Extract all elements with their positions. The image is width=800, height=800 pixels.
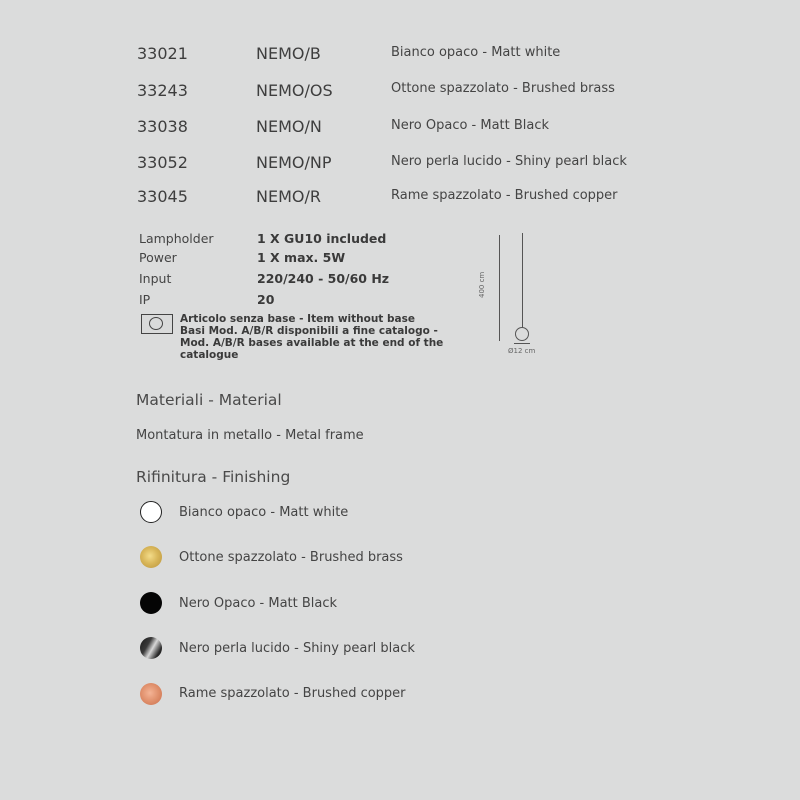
finish-swatch-copper xyxy=(140,683,162,705)
spec-label: Lampholder xyxy=(139,231,214,246)
product-model: NEMO/NP xyxy=(256,153,332,172)
spec-value: 20 xyxy=(257,292,275,307)
finishing-heading: Rifinitura - Finishing xyxy=(136,468,291,486)
diameter-label: Ø12 cm xyxy=(508,347,536,355)
product-model: NEMO/OS xyxy=(256,81,333,100)
product-code: 33038 xyxy=(137,117,188,136)
product-code: 33052 xyxy=(137,153,188,172)
suspension-cable xyxy=(522,233,523,328)
spec-label: Power xyxy=(139,250,177,265)
diameter-dimension-line xyxy=(514,343,530,344)
finish-swatch-black xyxy=(140,592,162,614)
finish-label: Nero perla lucido - Shiny pearl black xyxy=(179,641,415,656)
finish-swatch-brass xyxy=(140,546,162,568)
spec-label: Input xyxy=(139,271,172,286)
product-code: 33243 xyxy=(137,81,188,100)
finish-swatch-pearl-black xyxy=(140,637,162,659)
product-model: NEMO/N xyxy=(256,117,322,136)
product-description: Rame spazzolato - Brushed copper xyxy=(391,188,618,203)
base-note-line: Basi Mod. A/B/R disponibili a fine catalogo - xyxy=(180,325,438,337)
product-description: Bianco opaco - Matt white xyxy=(391,45,561,60)
product-description: Ottone spazzolato - Brushed brass xyxy=(391,81,615,96)
finish-label: Bianco opaco - Matt white xyxy=(179,505,349,520)
base-ring-icon xyxy=(141,314,173,334)
height-label: 400 cm xyxy=(478,271,486,298)
product-model: NEMO/R xyxy=(256,187,321,206)
spec-value: 220/240 - 50/60 Hz xyxy=(257,271,390,286)
materials-text: Montatura in metallo - Metal frame xyxy=(136,428,364,443)
base-note-line: Articolo senza base - Item without base xyxy=(180,313,415,325)
spec-value: 1 X max. 5W xyxy=(257,250,346,265)
product-code: 33021 xyxy=(137,44,188,63)
spec-value: 1 X GU10 included xyxy=(257,231,387,246)
height-dimension-line xyxy=(499,235,500,341)
finish-swatch-white xyxy=(140,501,162,523)
product-description: Nero Opaco - Matt Black xyxy=(391,118,550,133)
product-code: 33045 xyxy=(137,187,188,206)
product-model: NEMO/B xyxy=(256,44,321,63)
product-description: Nero perla lucido - Shiny pearl black xyxy=(391,154,627,169)
finish-label: Rame spazzolato - Brushed copper xyxy=(179,686,406,701)
lamp-globe-icon xyxy=(515,327,529,341)
base-note xyxy=(180,313,443,361)
finish-label: Nero Opaco - Matt Black xyxy=(179,596,338,611)
materials-heading: Materiali - Material xyxy=(136,391,282,409)
base-note-line: catalogue xyxy=(180,349,239,361)
base-note-line: Mod. A/B/R bases available at the end of the xyxy=(180,337,444,349)
spec-label: IP xyxy=(139,292,151,307)
finish-label: Ottone spazzolato - Brushed brass xyxy=(179,550,403,565)
